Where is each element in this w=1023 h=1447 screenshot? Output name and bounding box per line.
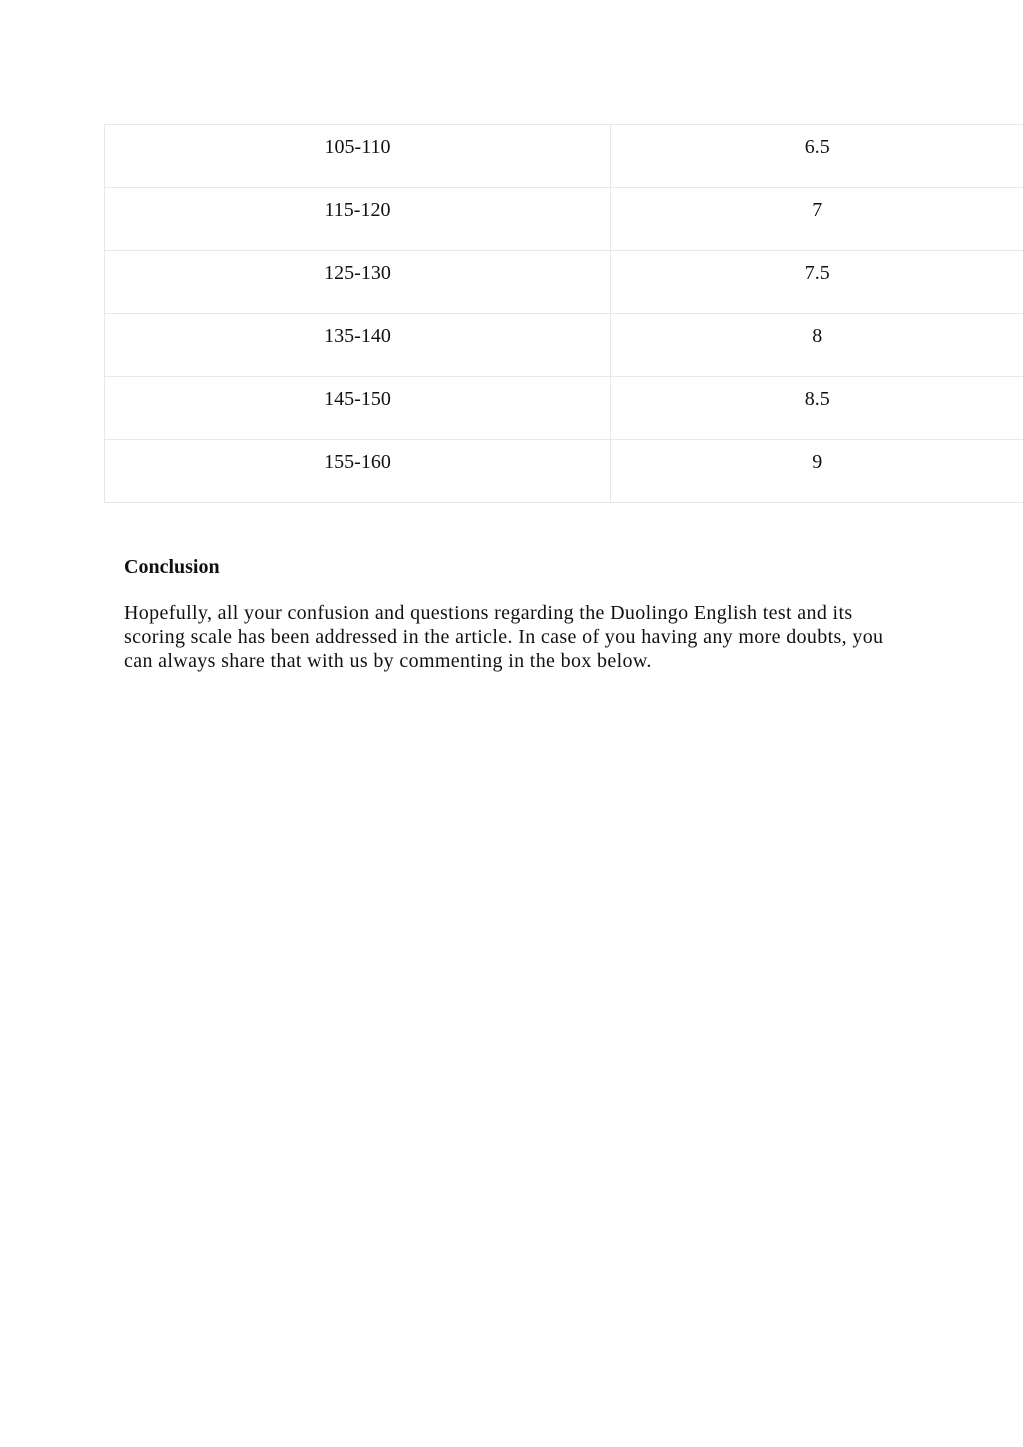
duolingo-score-cell: 155-160 — [105, 440, 611, 503]
duolingo-score-cell: 115-120 — [105, 188, 611, 251]
duolingo-score-cell: 125-130 — [105, 251, 611, 314]
table-row — [105, 125, 1023, 188]
table-row — [105, 377, 1023, 440]
ielts-band-cell: 7.5 — [611, 251, 1023, 314]
table-row — [105, 188, 1023, 251]
ielts-band-cell: 9 — [611, 440, 1023, 503]
conclusion-paragraph: Hopefully, all your confusion and questions regarding the Duolingo English test and its scoring scale has been addressed in the article. In case of you having any more doubts, you can always share that with us by commenting in the box below. — [124, 602, 884, 672]
duolingo-score-cell: 145-150 — [105, 377, 611, 440]
ielts-band-cell: 6.5 — [611, 125, 1023, 188]
ielts-band-cell: 8.5 — [611, 377, 1023, 440]
score-conversion-table — [104, 124, 1023, 503]
duolingo-score-cell: 105-110 — [105, 125, 611, 188]
table-row — [105, 251, 1023, 314]
conclusion-heading: Conclusion — [124, 556, 220, 578]
ielts-band-cell: 7 — [611, 188, 1023, 251]
table-row — [105, 314, 1023, 377]
table-row — [105, 440, 1023, 503]
ielts-band-cell: 8 — [611, 314, 1023, 377]
duolingo-score-cell: 135-140 — [105, 314, 611, 377]
